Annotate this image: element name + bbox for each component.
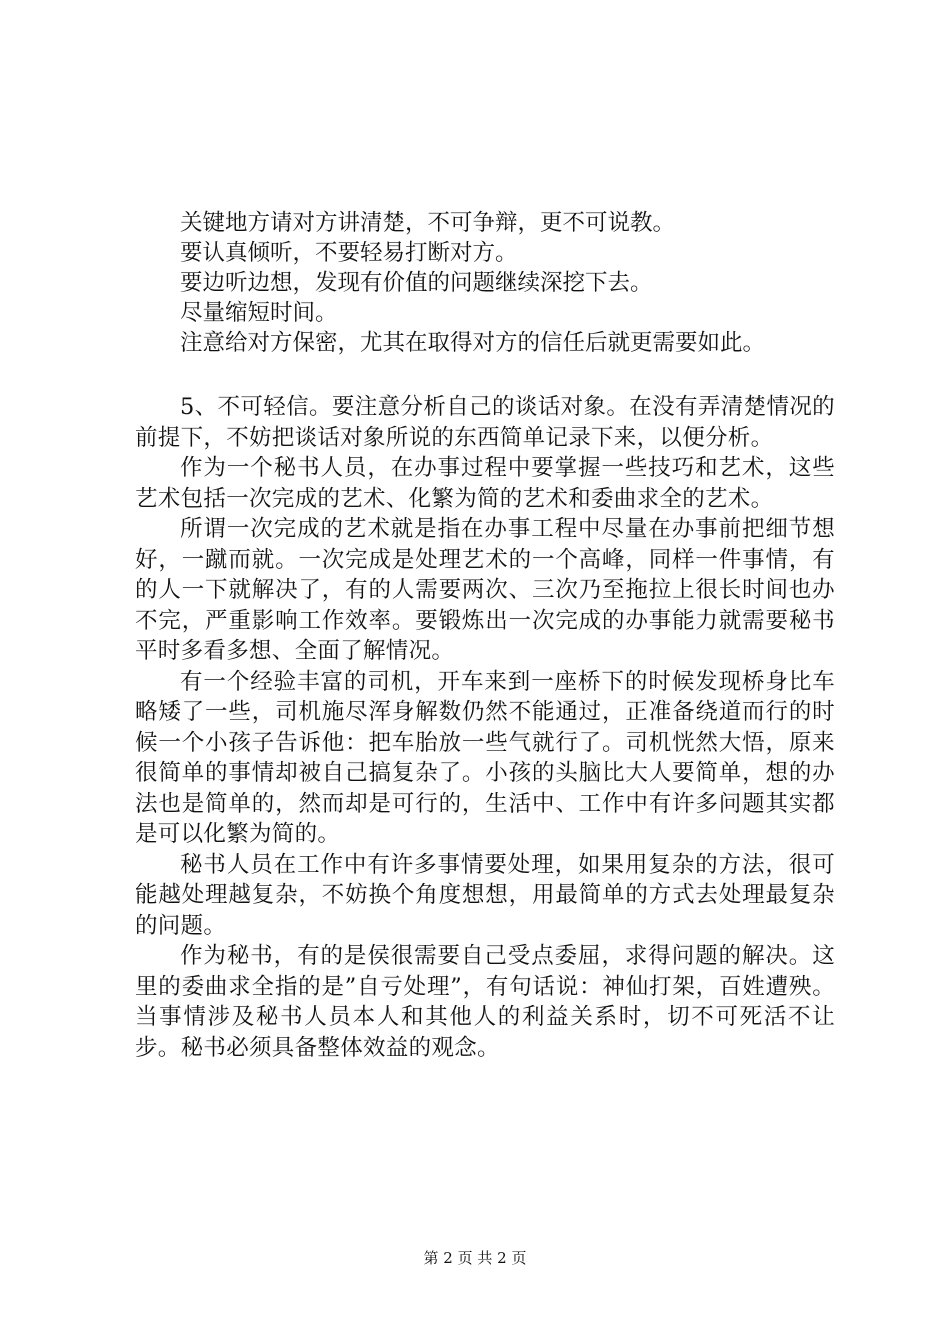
- tip-line: 注意给对方保密，尤其在取得对方的信任后就更需要如此。: [180, 330, 766, 356]
- tip-line: 关键地方请对方讲清楚，不可争辩，更不可说教。: [180, 210, 676, 236]
- tips-list: [180, 208, 920, 358]
- paragraph-driver-story: 有一个经验丰富的司机，开车来到一座桥下的时候发现桥身比车略矮了一些，司机施尽浑身解数仍然不能通过，正准备绕道而行的时候一个小孩子告诉他：把车胎放一些气就行了。司机恍然大悟，原来很简单的事情却被自己搞复杂了。小孩的头脑比大人要简单，想的办法也是简单的，然而却是可行的，生活中、工作中有许多问题其实都是可以化繁为简的。: [135, 668, 835, 847]
- paragraph-one-time-completion: 所谓一次完成的艺术就是指在办事工程中尽量在办事前把细节想好，一蹴而就。一次完成是处理艺术的一个高峰，同样一件事情，有的人一下就解决了，有的人需要两次、三次乃至拖拉上很长时间也办不完，严重影响工作效率。要锻炼出一次完成的办事能力就需要秘书平时多看多想、全面了解情况。: [135, 516, 835, 664]
- paragraph-secretary-skills: 作为一个秘书人员，在办事过程中要掌握一些技巧和艺术，这些艺术包括一次完成的艺术、化繁为简的艺术和委曲求全的艺术。: [135, 455, 835, 512]
- paragraph-compromise: 作为秘书，有的是侯很需要自己受点委屈，求得问题的解决。这里的委曲求全指的是”自亏处理”，有句话说：神仙打架，百姓遭殃。当事情涉及秘书人员本人和其他人的利益关系时，切不可死活不让步。秘书必须具备整体效益的观念。: [135, 943, 835, 1061]
- tip-line: 要认真倾听，不要轻易打断对方。: [180, 240, 518, 266]
- tip-line: 要边听边想，发现有价值的问题继续深挖下去。: [180, 270, 653, 296]
- body-text: [135, 392, 835, 1063]
- paragraph-no-blind-trust: 5、不可轻信。要注意分析自己的谈话对象。在没有弄清楚情况的前提下，不妨把谈话对象所说的东西简单记录下来，以便分析。: [135, 394, 835, 451]
- paragraph-simplify: 秘书人员在工作中有许多事情要处理，如果用复杂的方法，很可能越处理越复杂，不妨换个角度想想，用最简单的方式去处理最复杂的问题。: [135, 851, 835, 939]
- page-footer: 第 2 页 共 2 页: [423, 1249, 527, 1267]
- tip-line: 尽量缩短时间。: [180, 300, 338, 326]
